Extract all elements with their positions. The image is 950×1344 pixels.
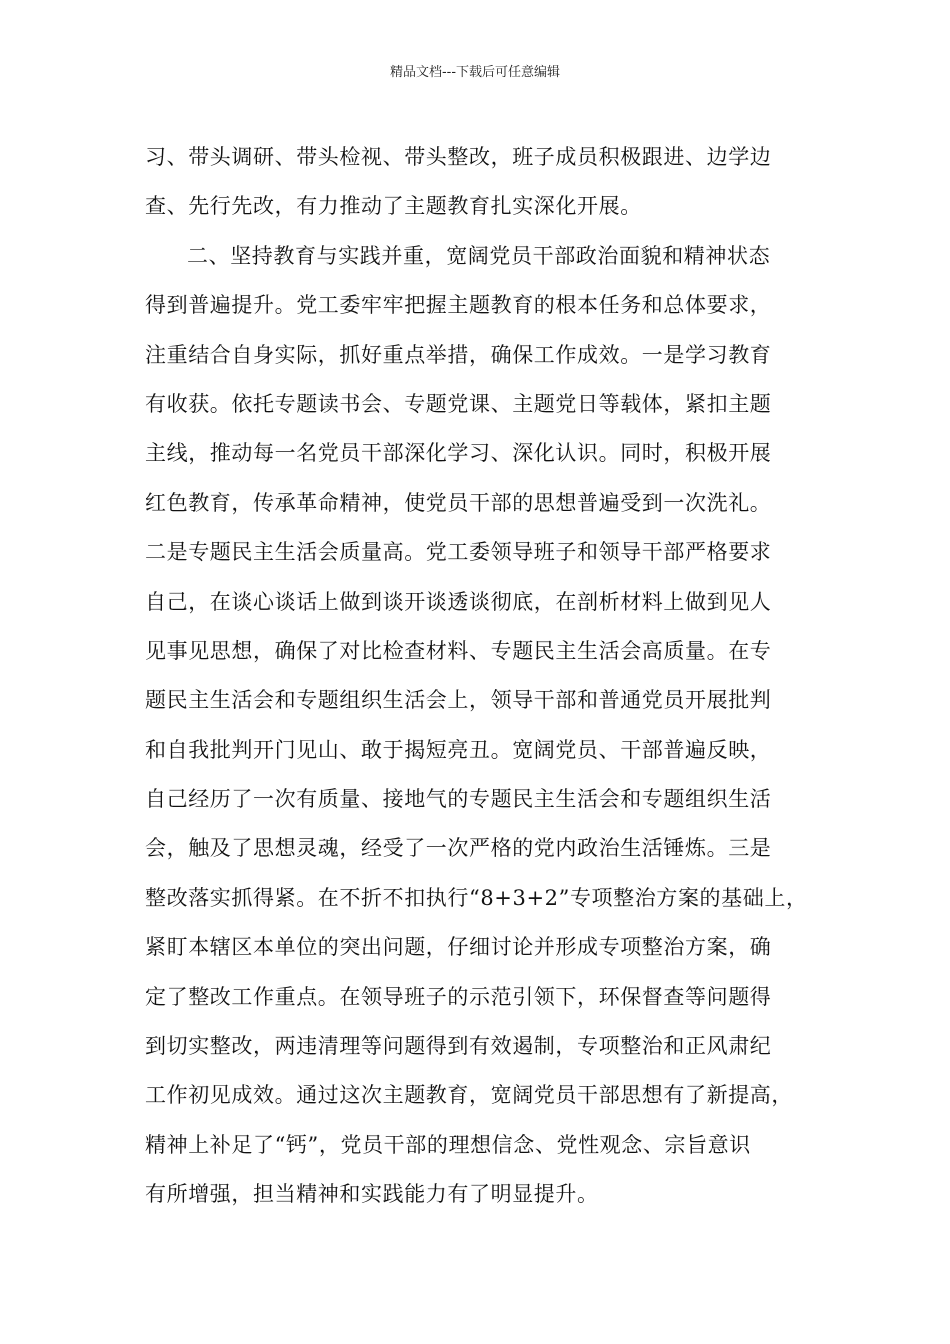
document-body <box>145 133 825 1220</box>
text-line: 紧盯本辖区本单位的突出问题，仔细讨论并形成专项整治方案，确 <box>145 935 772 960</box>
text-line: 二是专题民主生活会质量高。党工委领导班子和领导干部严格要求 <box>145 540 772 565</box>
text-line: 自己，在谈心谈话上做到谈开谈透谈彻底，在剖析材料上做到见人 <box>145 589 772 614</box>
text-line: 精神上补足了“钙”，党员干部的理想信念、党性观念、宗旨意识 <box>145 1132 751 1157</box>
text-line: 自己经历了一次有质量、接地气的专题民主生活会和专题组织生活 <box>145 787 772 812</box>
text-line: 得到普遍提升。党工委牢牢把握主题教育的根本任务和总体要求， <box>145 293 772 318</box>
text-line: 注重结合自身实际，抓好重点举措，确保工作成效。一是学习教育 <box>145 342 772 367</box>
text-line: 有所增强，担当精神和实践能力有了明显提升。 <box>145 1182 599 1207</box>
page-header: 精品文档---下载后可任意编辑 <box>389 65 561 80</box>
text-line: 主线，推动每一名党员干部深化学习、深化认识。同时，积极开展 <box>145 441 772 466</box>
text-line: 整改落实抓得紧。在不折不扣执行“8+3+2”专项整治方案的基础上， <box>145 885 808 910</box>
text-line: 到切实整改，两违清理等问题得到有效遏制，专项整治和正风肃纪 <box>145 1034 772 1059</box>
text-line: 红色教育，传承革命精神，使党员干部的思想普遍受到一次洗礼。 <box>145 490 772 515</box>
text-line: 查、先行先改，有力推动了主题教育扎实深化开展。 <box>145 194 642 219</box>
text-line: 有收获。依托专题读书会、专题党课、主题党日等载体，紧扣主题 <box>145 391 772 416</box>
text-line: 见事见思想，确保了对比检查材料、专题民主生活会高质量。在专 <box>145 638 772 663</box>
text-line: 和自我批判开门见山、敢于揭短亮丑。宽阔党员、干部普遍反映， <box>145 737 772 762</box>
paragraph-start-line: 二、坚持教育与实践并重，宽阔党员干部政治面貌和精神状态 <box>187 243 771 268</box>
text-line: 题民主生活会和专题组织生活会上，领导干部和普通党员开展批判 <box>145 688 772 713</box>
text-line: 会，触及了思想灵魂，经受了一次严格的党内政治生活锤炼。三是 <box>145 836 772 861</box>
text-line: 定了整改工作重点。在领导班子的示范引领下，环保督查等问题得 <box>145 984 772 1009</box>
text-line: 习、带头调研、带头检视、带头整改，班子成员积极跟进、边学边 <box>145 145 772 169</box>
text-line: 工作初见成效。通过这次主题教育，宽阔党员干部思想有了新提高， <box>145 1083 793 1108</box>
